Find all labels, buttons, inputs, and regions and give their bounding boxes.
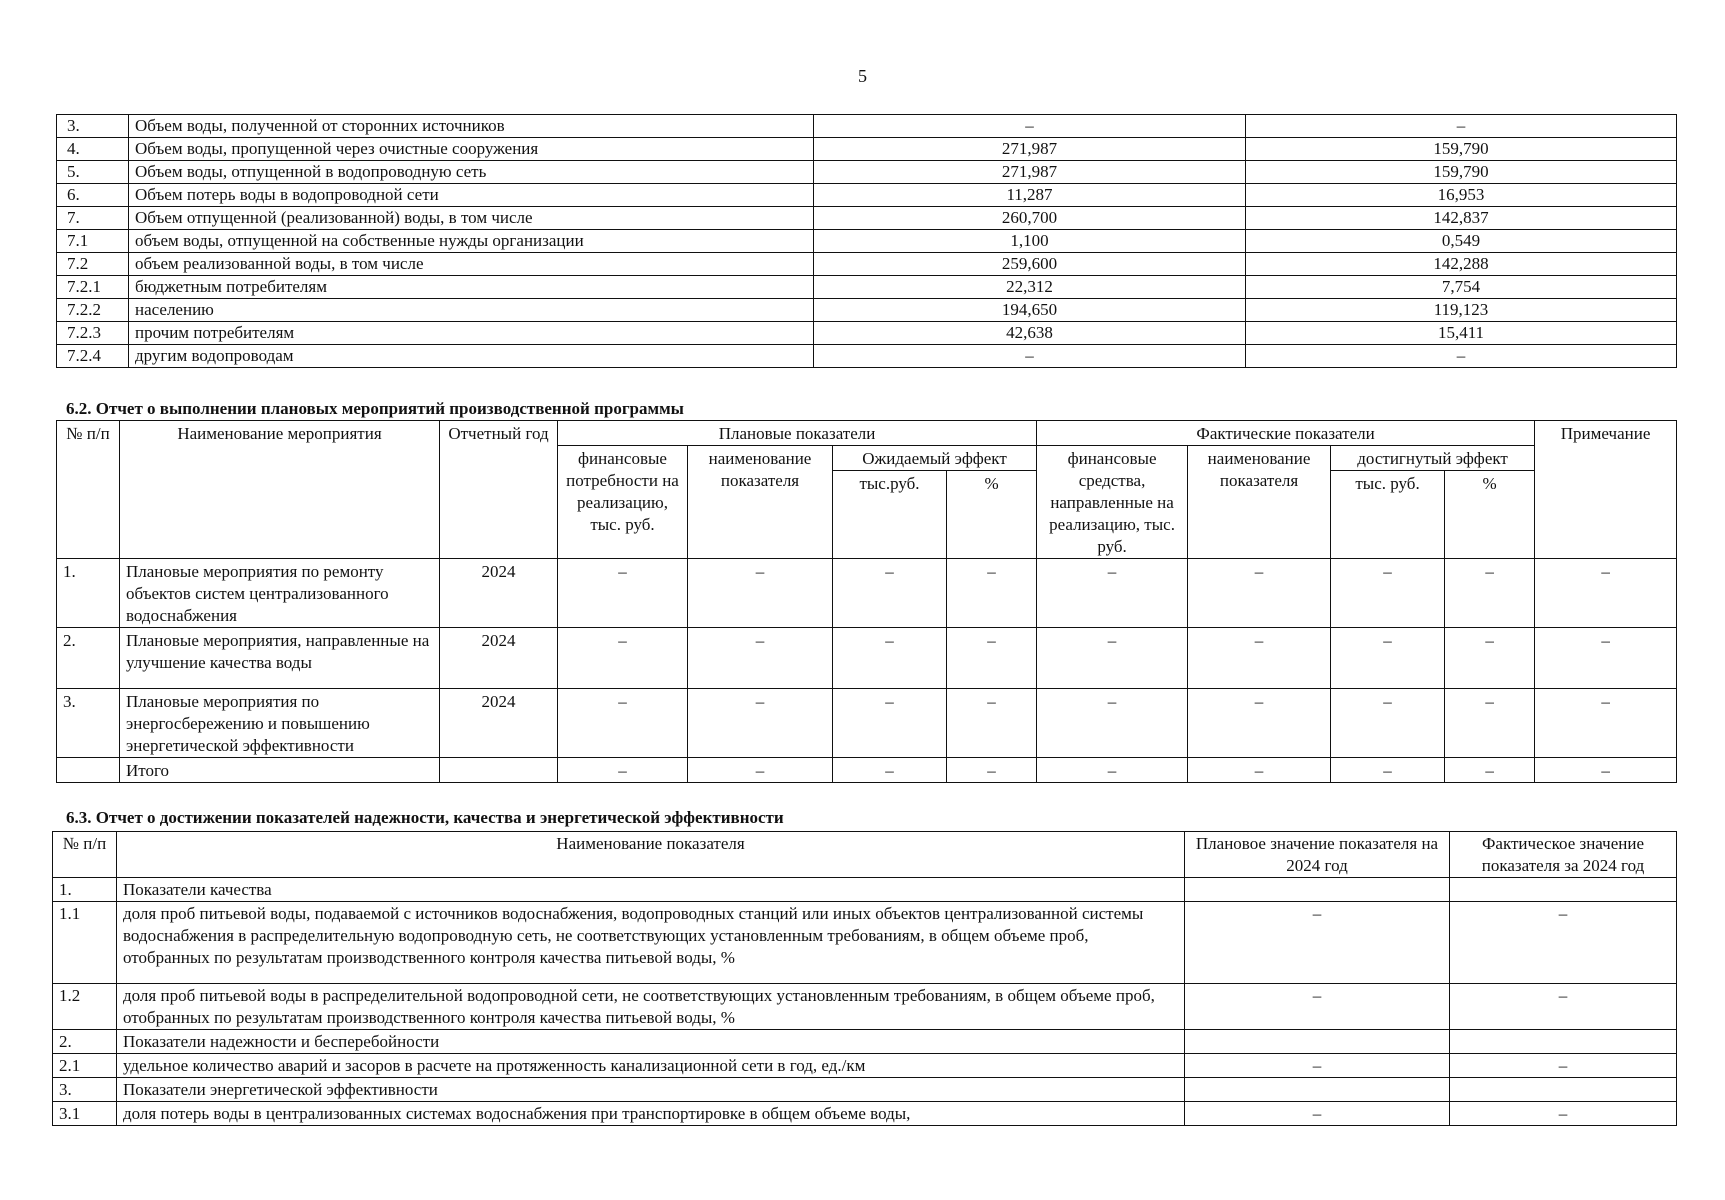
value-cell: – [947,689,1037,758]
section-6-3-title: 6.3. Отчет о достижении показателей надежности, качества и энергетической эффективности [66,808,784,827]
value-cell: – [1445,689,1535,758]
plan-value: 259,600 [814,253,1246,276]
row-number: 3. [57,689,120,758]
plan-value: – [814,345,1246,368]
row-number: 7.2.2 [57,299,129,322]
row-number: 1. [57,559,120,628]
indicator-name: удельное количество аварий и засоров в расчете на протяженность канализационной сети в год, ед./км [117,1054,1185,1078]
value-cell: – [1037,559,1188,628]
row-name: Объем воды, полученной от сторонних источников [129,115,814,138]
table-row [57,161,1677,184]
plan-value [1185,1030,1450,1054]
fact-value: – [1450,984,1677,1030]
table-row [57,345,1677,368]
value-cell: – [688,689,833,758]
plan-value [1185,1078,1450,1102]
planned-activities-table [56,420,1677,783]
indicator-name: Показатели энергетической эффективности [117,1078,1185,1102]
row-name: Объем воды, пропущенной через очистные сооружения [129,138,814,161]
col-num-header: № п/п [57,421,120,559]
plan-value: – [814,115,1246,138]
table-row [53,1054,1677,1078]
value-cell: – [558,559,688,628]
col-num-header: № п/п [53,832,117,878]
row-number: 2. [57,628,120,689]
table-row [53,902,1677,984]
plan-indicator-header: наименование показателя [688,446,833,559]
fact-indicator-header: наименование показателя [1188,446,1331,559]
report-year: 2024 [440,628,558,689]
section-6-2-title: 6.2. Отчет о выполнении плановых мероприятий производственной программы [66,399,684,418]
row-name: объем воды, отпущенной на собственные нужды организации [129,230,814,253]
value-cell: – [1188,628,1331,689]
fact-value [1450,878,1677,902]
fact-effect-pct-header: % [1445,471,1535,559]
plan-value: 1,100 [814,230,1246,253]
row-name: Объем потерь воды в водопроводной сети [129,184,814,207]
value-cell: – [1188,689,1331,758]
water-volume-table [56,114,1677,368]
value-cell: – [1445,559,1535,628]
col-plan-value-header: Плановое значение показателя на 2024 год [1185,832,1450,878]
value-cell: – [1037,628,1188,689]
value-cell: – [558,628,688,689]
plan-value: 194,650 [814,299,1246,322]
fact-value [1450,1030,1677,1054]
fact-value: 0,549 [1246,230,1677,253]
report-year: 2024 [440,689,558,758]
plan-value: 42,638 [814,322,1246,345]
fact-value: – [1246,345,1677,368]
row-name: Объем воды, отпущенной в водопроводную сеть [129,161,814,184]
plan-value: – [1185,902,1450,984]
table-row [57,559,1677,628]
fact-value: 159,790 [1246,138,1677,161]
row-number: 7. [57,207,129,230]
value-cell: – [1331,758,1445,783]
page-number: 5 [858,66,867,86]
table-row [57,115,1677,138]
value-cell: – [558,689,688,758]
row-number: 3. [57,115,129,138]
value-cell: – [1331,559,1445,628]
row-name: Объем отпущенной (реализованной) воды, в том числе [129,207,814,230]
row-name: бюджетным потребителям [129,276,814,299]
value-cell: – [688,628,833,689]
row-name: другим водопроводам [129,345,814,368]
fact-value: 142,837 [1246,207,1677,230]
plan-value: 271,987 [814,138,1246,161]
table-row [57,758,1677,783]
row-number: 2.1 [53,1054,117,1078]
row-number: 7.2.1 [57,276,129,299]
plan-effect-rub-header: тыс.руб. [833,471,947,559]
value-cell: – [1037,689,1188,758]
table-row [57,184,1677,207]
plan-value: 271,987 [814,161,1246,184]
col-indicator-name-header: Наименование показателя [117,832,1185,878]
fact-value: 159,790 [1246,161,1677,184]
row-name: прочим потребителям [129,322,814,345]
plan-value [1185,878,1450,902]
value-cell: – [1037,758,1188,783]
table-row [57,628,1677,689]
row-number: 3.1 [53,1102,117,1126]
value-cell: – [1188,758,1331,783]
activity-name: Плановые мероприятия, направленные на улучшение качества воды [120,628,440,689]
col-activity-name-header: Наименование мероприятия [120,421,440,559]
plan-financial-header: финансовые потребности на реализацию, тыс. руб. [558,446,688,559]
table-row [57,299,1677,322]
value-cell: – [833,758,947,783]
value-cell: – [1535,689,1677,758]
col-year-header: Отчетный год [440,421,558,559]
indicator-name: Показатели качества [117,878,1185,902]
value-cell: – [1535,628,1677,689]
table-row [57,689,1677,758]
row-number: 1. [53,878,117,902]
row-name: объем реализованной воды, в том числе [129,253,814,276]
table-row [53,1078,1677,1102]
value-cell: – [1445,758,1535,783]
indicator-name: Показатели надежности и бесперебойности [117,1030,1185,1054]
row-number: 5. [57,161,129,184]
indicator-name: доля потерь воды в централизованных системах водоснабжения при транспортировке в общем объеме воды, [117,1102,1185,1126]
value-cell: – [833,559,947,628]
value-cell: – [833,628,947,689]
fact-value: 119,123 [1246,299,1677,322]
fact-value: – [1450,1102,1677,1126]
indicator-name: доля проб питьевой воды, подаваемой с источников водоснабжения, водопроводных станций или иных объектов централизованной системы водоснабжения в распределительную водопроводную сеть, не соответствующих установленным требованиям, в общем объеме проб, отобранных по результатам производственного контроля качества питьевой воды, % [117,902,1185,984]
plan-value: 260,700 [814,207,1246,230]
col-note-header: Примечание [1535,421,1677,559]
plan-value: – [1185,1054,1450,1078]
plan-value: – [1185,1102,1450,1126]
row-number: 7.2 [57,253,129,276]
value-cell: – [688,758,833,783]
value-cell: – [1445,628,1535,689]
fact-value [1450,1078,1677,1102]
value-cell: – [947,559,1037,628]
report-year [440,758,558,783]
fact-effect-rub-header: тыс. руб. [1331,471,1445,559]
row-number: 2. [53,1030,117,1054]
plan-group-header: Плановые показатели [558,421,1037,446]
fact-value: 142,288 [1246,253,1677,276]
table-row [53,1030,1677,1054]
activity-name: Плановые мероприятия по ремонту объектов систем централизованного водоснабжения [120,559,440,628]
fact-value: – [1450,1054,1677,1078]
table-row [57,322,1677,345]
value-cell: – [947,758,1037,783]
row-number: 4. [57,138,129,161]
fact-effect-header: достигнутый эффект [1331,446,1535,471]
value-cell: – [833,689,947,758]
table-row [57,207,1677,230]
plan-value: 22,312 [814,276,1246,299]
fact-group-header: Фактические показатели [1037,421,1535,446]
table-row [57,276,1677,299]
fact-value: – [1450,902,1677,984]
table-row [57,230,1677,253]
fact-value: 15,411 [1246,322,1677,345]
value-cell: – [1535,559,1677,628]
plan-value: – [1185,984,1450,1030]
value-cell: – [1535,758,1677,783]
plan-value: 11,287 [814,184,1246,207]
indicator-name: доля проб питьевой воды в распределительной водопроводной сети, не соответствующих установленным требованиям, в общем объеме проб, отобранных по результатам производственного контроля качества питьевой воды, % [117,984,1185,1030]
value-cell: – [947,628,1037,689]
row-number: 7.1 [57,230,129,253]
indicators-table [52,831,1677,1126]
row-number: 7.2.3 [57,322,129,345]
row-number: 1.1 [53,902,117,984]
table-row [57,138,1677,161]
row-number [57,758,120,783]
fact-financial-header: финансовые средства, направленные на реализацию, тыс. руб. [1037,446,1188,559]
table-row [53,1102,1677,1126]
activity-name: Плановые мероприятия по энергосбережению и повышению энергетической эффективности [120,689,440,758]
plan-effect-pct-header: % [947,471,1037,559]
row-number: 6. [57,184,129,207]
col-fact-value-header: Фактическое значение показателя за 2024 год [1450,832,1677,878]
fact-value: 16,953 [1246,184,1677,207]
table-row [53,878,1677,902]
report-year: 2024 [440,559,558,628]
row-number: 1.2 [53,984,117,1030]
plan-effect-header: Ожидаемый эффект [833,446,1037,471]
row-number: 7.2.4 [57,345,129,368]
table-row [53,984,1677,1030]
value-cell: – [558,758,688,783]
fact-value: 7,754 [1246,276,1677,299]
activity-name: Итого [120,758,440,783]
value-cell: – [1331,628,1445,689]
value-cell: – [1331,689,1445,758]
row-number: 3. [53,1078,117,1102]
fact-value: – [1246,115,1677,138]
table-row [57,253,1677,276]
value-cell: – [688,559,833,628]
value-cell: – [1188,559,1331,628]
row-name: населению [129,299,814,322]
